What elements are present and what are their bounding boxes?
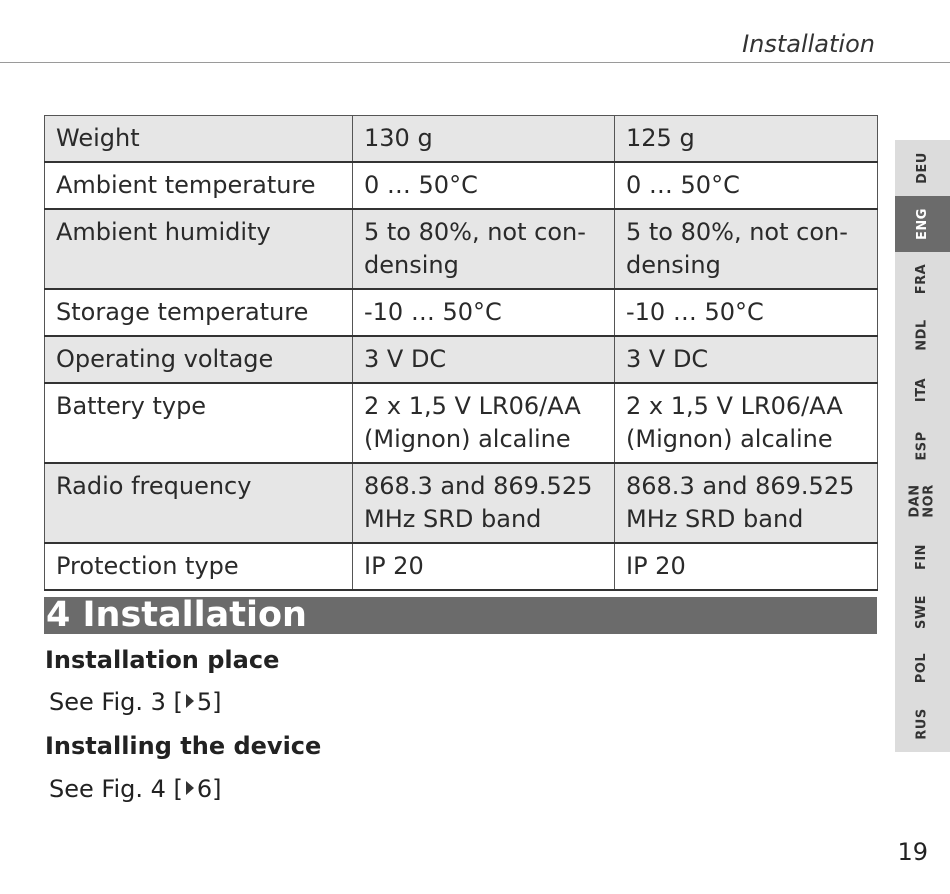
row-value: 130 g <box>353 116 615 163</box>
installing-device-heading: Installing the device <box>45 732 322 760</box>
row-value: -10 … 50°C <box>615 289 878 336</box>
row-value: 3 V DC <box>615 336 878 383</box>
language-tab-label: ENG <box>914 208 930 240</box>
table-row <box>45 336 878 383</box>
page-reference: 6] <box>196 775 222 803</box>
installation-place-heading: Installation place <box>45 646 280 674</box>
row-value: IP 20 <box>353 543 615 590</box>
language-tab-label: RUS <box>914 708 930 740</box>
row-value: 2 x 1,5 V LR06/AA (Mignon) alcaline <box>615 383 878 463</box>
row-label: Weight <box>45 116 353 163</box>
table-row <box>45 383 878 463</box>
figure-reference: See Fig. 3 [ <box>49 688 183 716</box>
table-row <box>45 289 878 336</box>
language-tab-dan-nor[interactable] <box>895 473 950 529</box>
language-tab-esp[interactable] <box>895 418 950 474</box>
row-value: 5 to 80%, not con- densing <box>615 209 878 289</box>
row-label: Storage temperature <box>45 289 353 336</box>
row-value: 868.3 and 869.525 MHz SRD band <box>615 463 878 543</box>
page-reference-arrow-icon <box>186 694 194 708</box>
row-label: Protection type <box>45 543 353 590</box>
page-number: 19 <box>897 838 928 866</box>
language-tab-label: DAN NOR <box>907 484 937 518</box>
table-row <box>45 162 878 209</box>
row-value: 3 V DC <box>353 336 615 383</box>
language-tab-fra[interactable] <box>895 251 950 307</box>
row-label: Ambient humidity <box>45 209 353 289</box>
language-tab-strip <box>895 140 950 752</box>
language-tab-rus[interactable] <box>895 696 950 752</box>
header-divider <box>0 62 950 63</box>
table-row <box>45 543 878 590</box>
language-tab-label: POL <box>914 652 930 684</box>
row-value: 2 x 1,5 V LR06/AA (Mignon) alcaline <box>353 383 615 463</box>
language-tab-ndl[interactable] <box>895 307 950 363</box>
row-value: 868.3 and 869.525 MHz SRD band <box>353 463 615 543</box>
installation-place-text <box>49 688 222 716</box>
row-value: -10 … 50°C <box>353 289 615 336</box>
language-tab-label: DEU <box>914 152 930 184</box>
installing-device-text <box>49 775 222 803</box>
language-tab-deu[interactable] <box>895 140 950 196</box>
row-value: 5 to 80%, not con- densing <box>353 209 615 289</box>
table-row <box>45 463 878 543</box>
language-tab-label: ESP <box>914 431 930 461</box>
language-tab-eng[interactable] <box>895 196 950 252</box>
table-row <box>45 209 878 289</box>
language-tab-fin[interactable] <box>895 529 950 585</box>
page-reference: 5] <box>196 688 222 716</box>
row-label: Ambient temperature <box>45 162 353 209</box>
language-tab-label: NDL <box>914 319 930 351</box>
language-tab-label: FRA <box>914 263 930 295</box>
running-header-title: Installation <box>742 30 875 58</box>
row-label: Radio frequency <box>45 463 353 543</box>
figure-reference: See Fig. 4 [ <box>49 775 183 803</box>
language-tab-pol[interactable] <box>895 640 950 696</box>
technical-data-table <box>44 115 878 591</box>
language-tab-label: FIN <box>914 543 930 571</box>
row-label: Battery type <box>45 383 353 463</box>
row-value: IP 20 <box>615 543 878 590</box>
language-tab-label: ITA <box>914 377 930 403</box>
page-reference-arrow-icon <box>186 781 194 795</box>
table-row <box>45 116 878 163</box>
language-tab-ita[interactable] <box>895 362 950 418</box>
section-heading: 4 Installation <box>44 597 877 634</box>
row-value: 0 … 50°C <box>615 162 878 209</box>
language-tab-swe[interactable] <box>895 584 950 640</box>
language-tab-label: SWE <box>914 594 930 630</box>
row-value: 125 g <box>615 116 878 163</box>
row-label: Operating voltage <box>45 336 353 383</box>
row-value: 0 … 50°C <box>353 162 615 209</box>
